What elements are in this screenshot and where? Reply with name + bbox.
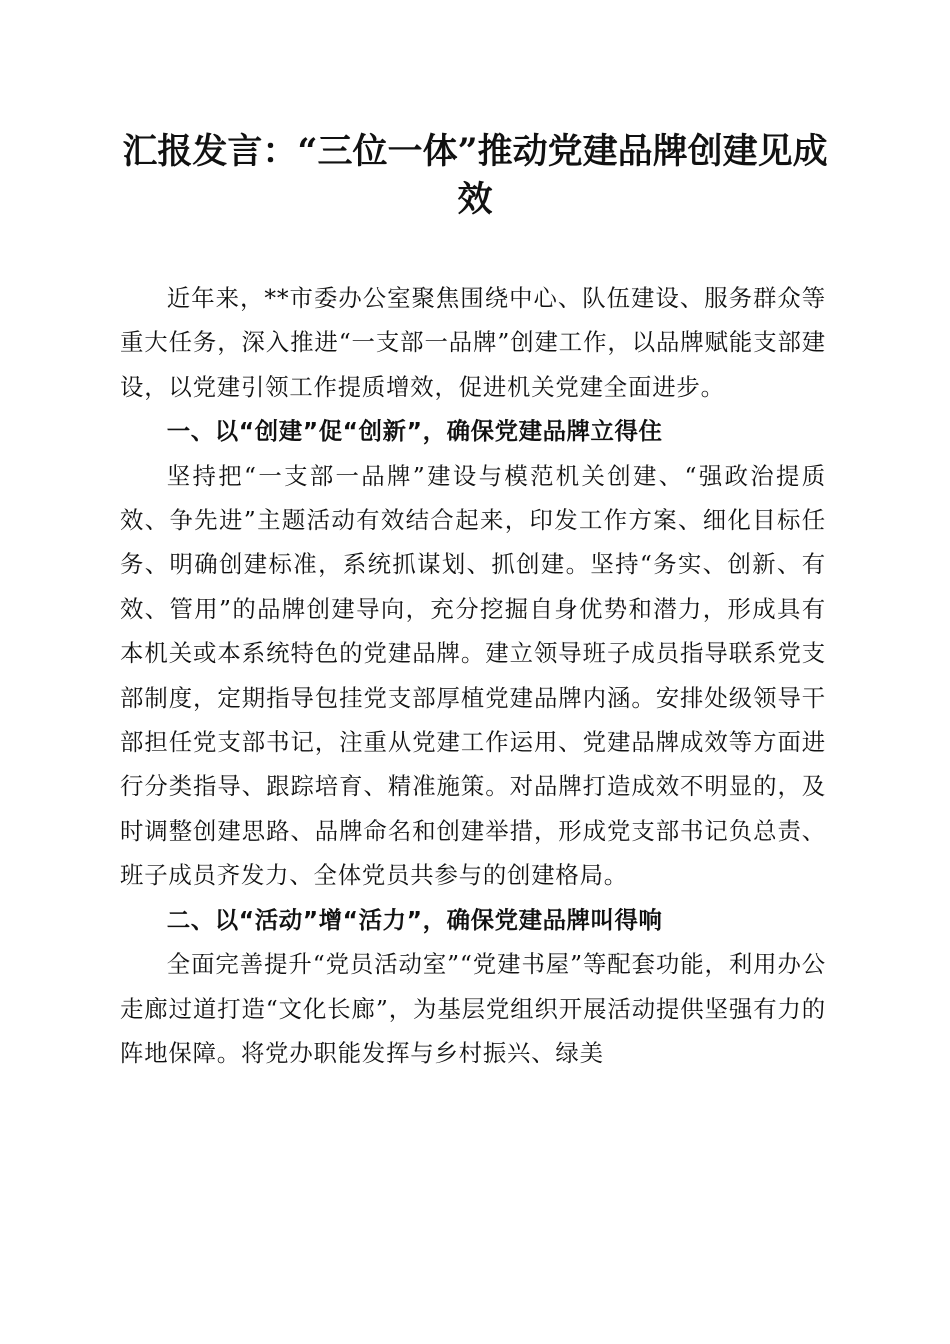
document-body xyxy=(120,276,826,1075)
paragraph-section-2: 全面完善提升“党员活动室”“党建书屋”等配套功能，利用办公走廊过道打造“文化长廊”，为基层党组织开展活动提供坚强有力的阵地保障。将党办职能发挥与乡村振兴、绿美 xyxy=(120,950,826,1067)
document-title: 汇报发言：“三位一体”推动党建品牌创建见成效 xyxy=(122,131,828,220)
paragraph-intro: 近年来，**市委办公室聚焦围绕中心、队伍建设、服务群众等重大任务，深入推进“一支部一品牌”创建工作，以品牌赋能支部建设，以党建引领工作提质增效，促进机关党建全面进步。 xyxy=(120,284,826,401)
paragraph-section-1: 坚持把“一支部一品牌”建设与模范机关创建、“强政治提质效、争先进”主题活动有效结合起来，印发工作方案、细化目标任务、明确创建标准，系统抓谋划、抓创建。坚持“务实、创新、有效、管用”的品牌创建导向，充分挖掘自身优势和潜力，形成具有本机关或本系统特色的党建品牌。建立领导班子成员指导联系党支部制度，定期指导包挂党支部厚植党建品牌内涵。安排处级领导干部担任党支部书记，注重从党建工作运用、党建品牌成效等方面进行分类指导、跟踪培育、精准施策。对品牌打造成效不明显的，及时调整创建思路、品牌命名和创建举措，形成党支部书记负总责、班子成员齐发力、全体党员共参与的创建格局。 xyxy=(120,461,826,890)
section-heading-2: 二、以“活动”增“活力”，确保党建品牌叫得响 xyxy=(166,905,663,934)
section-heading-1: 一、以“创建”促“创新”，确保党建品牌立得住 xyxy=(166,417,663,446)
